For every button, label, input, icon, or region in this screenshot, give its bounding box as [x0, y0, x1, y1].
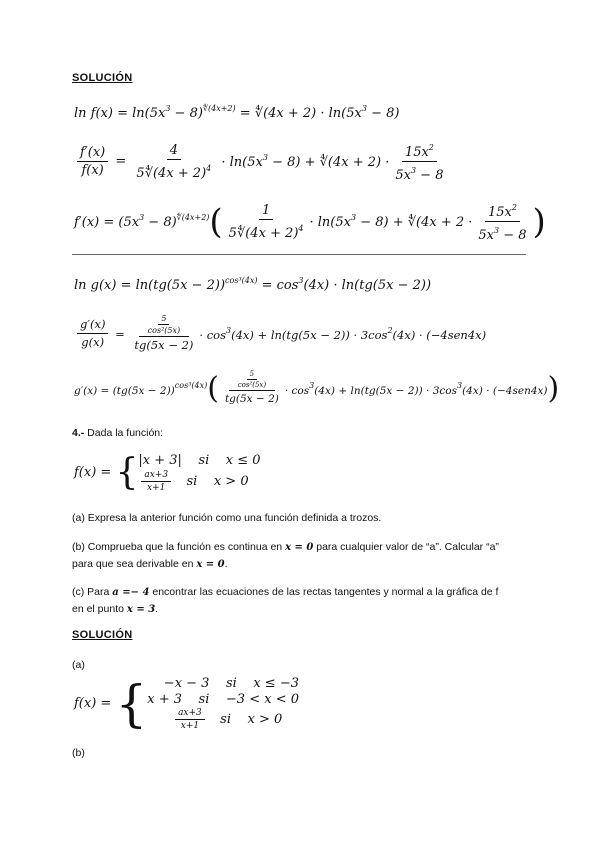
- part-b-math-2: x = 0: [196, 559, 225, 570]
- equation-log-derivative: $\frac{f'(x)}{f(x)}$ = $\frac{4}{5∜(4x + 2)^4}$ · $\ln(5x^3 - 8)$ + ∜(4x + 2) · $\frac{15x^2}{5x^3 - 8}$: [74, 140, 449, 183]
- part-a-question: (a) Expresa la anterior función como una función definida a trozos.: [72, 512, 382, 524]
- equation-ln-g: $\ln g(x) = \ln(tg(5x - 2))^{cos^3(4x)} = \cos^3(4x) \cdot \ln(tg(5x - 2))$: [74, 276, 432, 293]
- part-b-text-1: (b) Comprueba que la función es continua en: [72, 541, 283, 553]
- function-definition: f(x) = { |x + 3| si x ≤ 0 $\frac{ax+3}{x+1}$ si x > 0: [74, 451, 261, 493]
- part-b-text-2: para cualquier valor de “a”. Calcular “a”: [316, 541, 499, 553]
- horizontal-divider: [72, 254, 526, 255]
- solution-heading-2: SOLUCIÓN: [72, 629, 133, 641]
- solution-heading-1: SOLUCIÓN: [72, 72, 133, 84]
- equation-g-log-derivative: $\frac{g'(x)}{g(x)}$ = $\frac{\frac{5}{\text{cos²(5x)}}}{tg(5x - 2)}$ · $\cos^3(4x) + \ln(tg(5x - 2)) \cdot 3\cos^2(4x) \cdot (-4sen4x)$: [74, 314, 486, 353]
- part-c-math-2: x = 3: [126, 604, 156, 615]
- piecewise-answer: f(x) = { −x − 3 si x ≤ −3 x + 3 si −3 < x < 0 $\frac{ax+3}{x+1}$ si x > 0: [74, 674, 299, 733]
- equation-ln-f: $\ln f(x) = \ln(5x^3 - 8)^{∜(4x+2)}$ = ∜(4x + $2) \cdot \ln(5x^3 - 8)$: [74, 104, 400, 121]
- part-c-math-1: a =− 4: [112, 587, 150, 598]
- part-b-question: (b) Comprueba que la función es continua en x = 0 para cualquier valor de “a”. Calcular “a” para que sea derivable en x = 0.: [72, 541, 499, 570]
- part-b-math-1: x = 0: [285, 542, 314, 553]
- part-c-text-3: en el punto: [72, 603, 124, 615]
- part-c-text-1: (c) Para: [72, 586, 110, 598]
- equation-f-prime: $f'(x) = (5x^3 - 8)^{∜(4x+2)}$ ( $\frac{1}{5∜(4x + 2)^4}$ · $\ln(5x^3 - 8)$ + ∜(4x + 2 · $\frac{15x^2}{5x^3 - 8}$ ): [74, 201, 546, 243]
- part-b-text-3: para que sea derivable en: [72, 558, 194, 570]
- answer-a-label: (a): [72, 659, 85, 671]
- problem-number: 4.-: [72, 427, 85, 439]
- part-c-text-2: encontrar las ecuaciones de las rectas tangentes y normal a la gráfica de f: [152, 586, 499, 598]
- problem-statement: [72, 425, 163, 441]
- problem-intro: Dada la función:: [84, 427, 164, 439]
- answer-b-label: (b): [72, 747, 85, 759]
- part-c-question: (c) Para a =− 4 encontrar las ecuaciones de las rectas tangentes y normal a la gráfica de f en el punto x = 3.: [72, 586, 499, 615]
- equation-g-prime: $g'(x) = (tg(5x - 2))^{cos^3(4x)}$ ( $\frac{\frac{5}{\text{cos²(5x)}}}{tg(5x - 2)}$ · $\cos^3(4x) + \ln(tg(5x - 2)) \cdot 3\cos^3(4x) \cdot (-4sen4x)$ ): [74, 370, 560, 406]
